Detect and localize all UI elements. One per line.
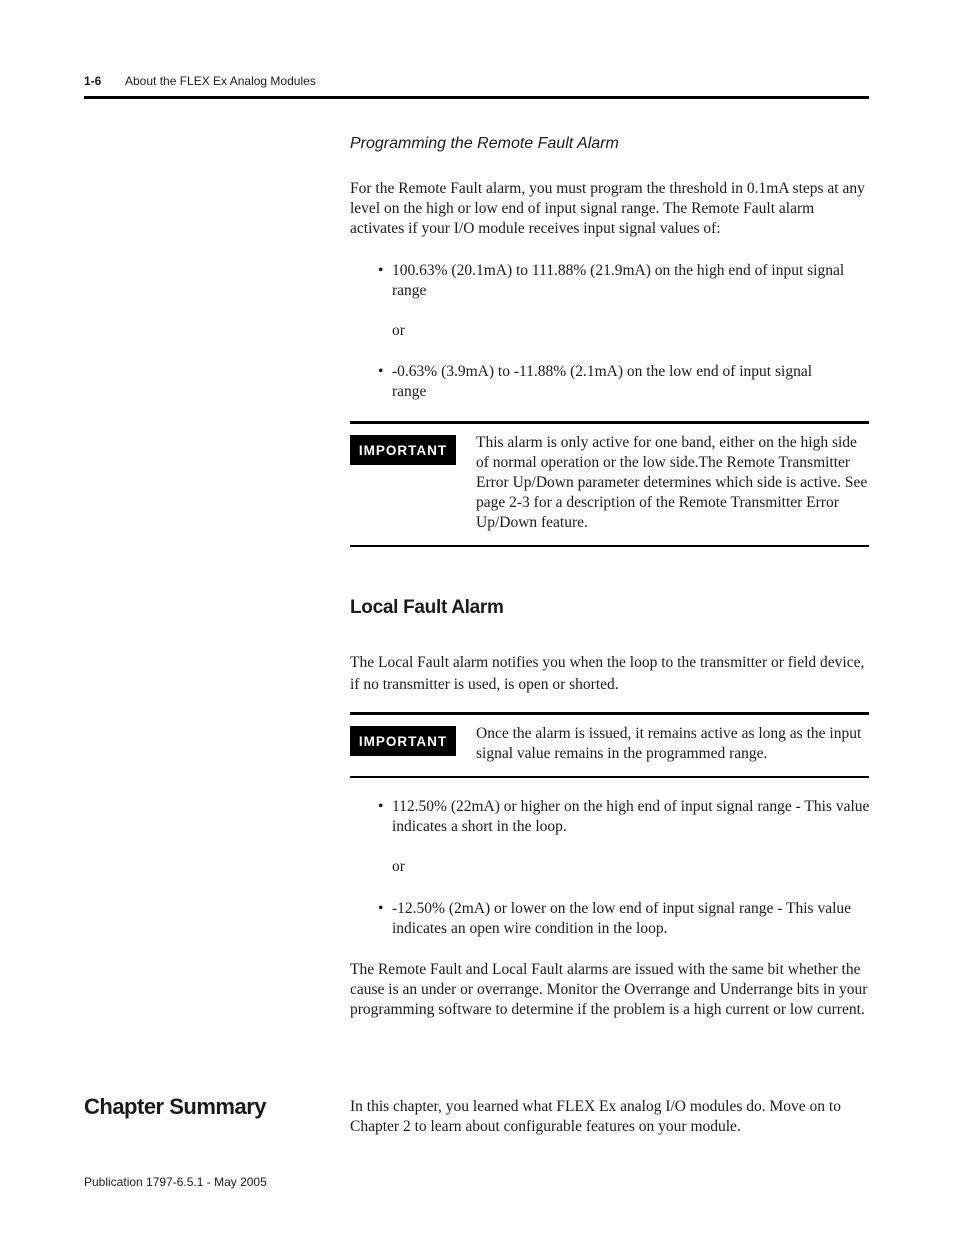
- local-fault-closing: The Remote Fault and Local Fault alarms are issued with the same bit whether the cause is an under or overrange. Monitor the Overrange and Underrange bits in your programming software to determine if the problem is a high current or low current.: [350, 961, 868, 1018]
- or-separator: or: [392, 322, 405, 339]
- bullet-icon: •: [378, 900, 384, 917]
- important-rule-top: [350, 712, 869, 715]
- remote-fault-intro: For the Remote Fault alarm, you must program the threshold in 0.1mA steps at any level on the high or low end of input signal range. The Remote Fault alarm activates if your I/O module receives input signal values of:: [350, 180, 865, 237]
- list-item: [378, 797, 870, 837]
- bullet-icon: •: [378, 363, 384, 380]
- or-separator: or: [392, 858, 405, 875]
- important-rule-top: [350, 421, 869, 424]
- important-rule-bottom: [350, 776, 869, 778]
- bullet-icon: •: [378, 262, 384, 279]
- publication-footer: Publication 1797-6.5.1 - May 2005: [84, 1175, 267, 1189]
- important-badge: IMPORTANT: [350, 435, 456, 465]
- page-number: 1-6: [84, 74, 102, 88]
- local-fault-heading: Local Fault Alarm: [350, 597, 504, 618]
- list-item: [378, 899, 852, 939]
- list-item-text: 112.50% (22mA) or higher on the high end of input signal range - This value indicates a short in the loop.: [392, 798, 870, 835]
- list-item: [378, 362, 813, 402]
- header-rule: [84, 96, 869, 99]
- remote-fault-heading: Programming the Remote Fault Alarm: [350, 135, 619, 152]
- running-title: About the FLEX Ex Analog Modules: [125, 74, 316, 88]
- list-item-text: -12.50% (2mA) or lower on the low end of input signal range - This value indicates an open wire condition in the loop.: [392, 900, 852, 937]
- local-fault-intro: The Local Fault alarm notifies you when the loop to the transmitter or field device, if no transmitter is used, is open or shorted.: [350, 654, 865, 693]
- list-item-text: 100.63% (20.1mA) to 111.88% (21.9mA) on the high end of input signal range: [392, 262, 845, 299]
- list-item: [378, 261, 882, 301]
- bullet-icon: •: [378, 798, 384, 815]
- important-rule-bottom: [350, 545, 869, 547]
- list-item-text: -0.63% (3.9mA) to -11.88% (2.1mA) on the low end of input signal range: [392, 363, 813, 400]
- chapter-summary-text: In this chapter, you learned what FLEX Ex analog I/O modules do. Move on to Chapter 2 to learn about configurable features on your module.: [350, 1098, 841, 1135]
- chapter-summary-heading: Chapter Summary: [84, 1094, 267, 1119]
- important-text: Once the alarm is issued, it remains active as long as the input signal value remains in the programmed range.: [476, 725, 862, 762]
- important-badge: IMPORTANT: [350, 726, 456, 756]
- important-text: This alarm is only active for one band, either on the high side of normal operation or the low side.The Remote Transmitter Error Up/Down parameter determines which side is active. See page 2-3 for a description of the Remote Transmitter Error Up/Down feature.: [476, 434, 868, 531]
